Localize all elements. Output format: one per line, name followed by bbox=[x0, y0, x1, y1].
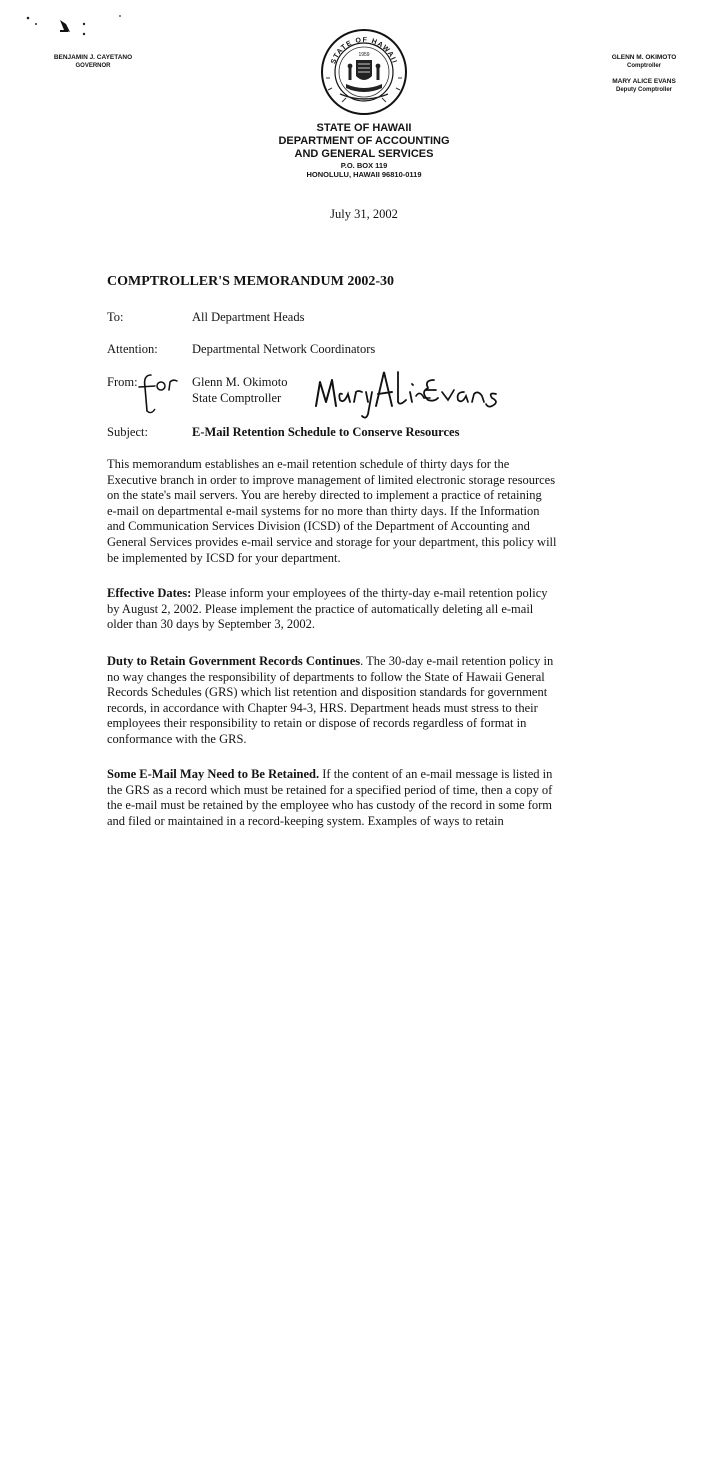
p3-line: . The 30-day e-mail retention policy in bbox=[360, 654, 554, 668]
to-label: To: bbox=[107, 310, 124, 324]
governor-title: GOVERNOR bbox=[75, 63, 111, 69]
p3-line: no way changes the responsibility of departments to follow the State of Hawaii General bbox=[107, 669, 545, 684]
p1-line: be implemented by ICSD for your department. bbox=[107, 550, 341, 565]
from-name: Glenn M. Okimoto bbox=[192, 375, 288, 389]
dept-line-1: STATE OF HAWAII bbox=[316, 122, 412, 134]
dept-line-3: AND GENERAL SERVICES bbox=[294, 148, 434, 160]
p4-line: the GRS as a record which must be retained for a specified period of time, then a copy of bbox=[107, 782, 553, 797]
p1-line: and Communication Services Division (ICSD) of the Department of Accounting and bbox=[107, 519, 530, 534]
p4-line: If the content of an e-mail message is listed in bbox=[319, 767, 553, 781]
address-line-2: HONOLULU, HAWAII 96810-0119 bbox=[306, 170, 422, 179]
paragraph-1 bbox=[107, 457, 642, 566]
p1-line: e-mail on departmental e-mail systems for no more than thirty days. If the Information bbox=[107, 503, 540, 518]
department-heading bbox=[214, 122, 514, 179]
p1-line: Executive branch in order to improve management of limited electronic storage resources bbox=[107, 472, 556, 487]
signature-handwriting bbox=[312, 362, 520, 422]
p3-line: records, in accordance with Chapter 94-3, HRS. Department heads must stress to their bbox=[107, 700, 538, 715]
subject-label: Subject: bbox=[107, 425, 148, 439]
p3-line: employees their responsibility to retain or dispose of records regardless of format in bbox=[107, 716, 527, 731]
p1-line: on the state's mail servers. You are hereby directed to implement a practice of retaining bbox=[107, 488, 542, 503]
deputy-name: MARY ALICE EVANS bbox=[612, 78, 676, 85]
comptroller-block bbox=[585, 54, 703, 94]
paragraph-effective-dates bbox=[107, 586, 642, 633]
p2-line: by August 2, 2002. Please implement the practice of automatically deleting all e-mail bbox=[107, 601, 534, 616]
memo-title: COMPTROLLER'S MEMORANDUM 2002-30 bbox=[107, 274, 394, 289]
for-mark-handwriting bbox=[137, 371, 185, 415]
p3-line: Records Schedules (GRS) which list retention and disposition standards for government bbox=[107, 685, 548, 700]
p3-heading: Duty to Retain Government Records Continues bbox=[107, 654, 361, 668]
p2-line: Please inform your employees of the thirty-day e-mail retention policy bbox=[191, 586, 548, 600]
p2-line: older than 30 days by September 3, 2002. bbox=[107, 617, 315, 632]
p4-line: the e-mail must be retained by the employee who has custody of the record in some form bbox=[107, 798, 553, 813]
address-line-1: P.O. BOX 119 bbox=[340, 161, 388, 170]
scan-specks bbox=[20, 10, 130, 50]
seal-year: 1959 bbox=[358, 52, 370, 58]
p3-line: conformance with the GRS. bbox=[107, 731, 247, 746]
attention-value: Departmental Network Coordinators bbox=[192, 342, 376, 356]
p2-heading: Effective Dates: bbox=[107, 586, 192, 600]
from-title: State Comptroller bbox=[192, 391, 282, 405]
memo-date: July 31, 2002 bbox=[330, 207, 398, 221]
governor-name: BENJAMIN J. CAYETANO bbox=[53, 54, 133, 61]
subject-value: E-Mail Retention Schedule to Conserve Resources bbox=[192, 425, 460, 439]
p1-line: General Services provides e-mail service and storage for your department, this policy will bbox=[107, 534, 557, 549]
dept-line-2: DEPARTMENT OF ACCOUNTING bbox=[278, 135, 450, 147]
p4-heading: Some E-Mail May Need to Be Retained. bbox=[107, 767, 320, 781]
comptroller-title: Comptroller bbox=[626, 63, 661, 69]
deputy-title: Deputy Comptroller bbox=[615, 87, 672, 93]
paragraph-duty-to-retain bbox=[107, 654, 642, 748]
p1-line: This memorandum establishes an e-mail retention schedule of thirty days for the bbox=[107, 457, 510, 471]
state-seal-icon bbox=[320, 28, 408, 116]
attention-label: Attention: bbox=[107, 342, 158, 356]
to-value: All Department Heads bbox=[192, 310, 305, 324]
paragraph-some-email-retained bbox=[107, 767, 642, 829]
comptroller-name: GLENN M. OKIMOTO bbox=[611, 54, 677, 61]
p4-line: and filed or maintained in a record-keeping system. Examples of ways to retain bbox=[107, 813, 504, 828]
from-label: From: bbox=[107, 375, 138, 389]
seal-text: STATE OF HAWAII bbox=[330, 36, 398, 65]
governor-block bbox=[38, 54, 148, 70]
